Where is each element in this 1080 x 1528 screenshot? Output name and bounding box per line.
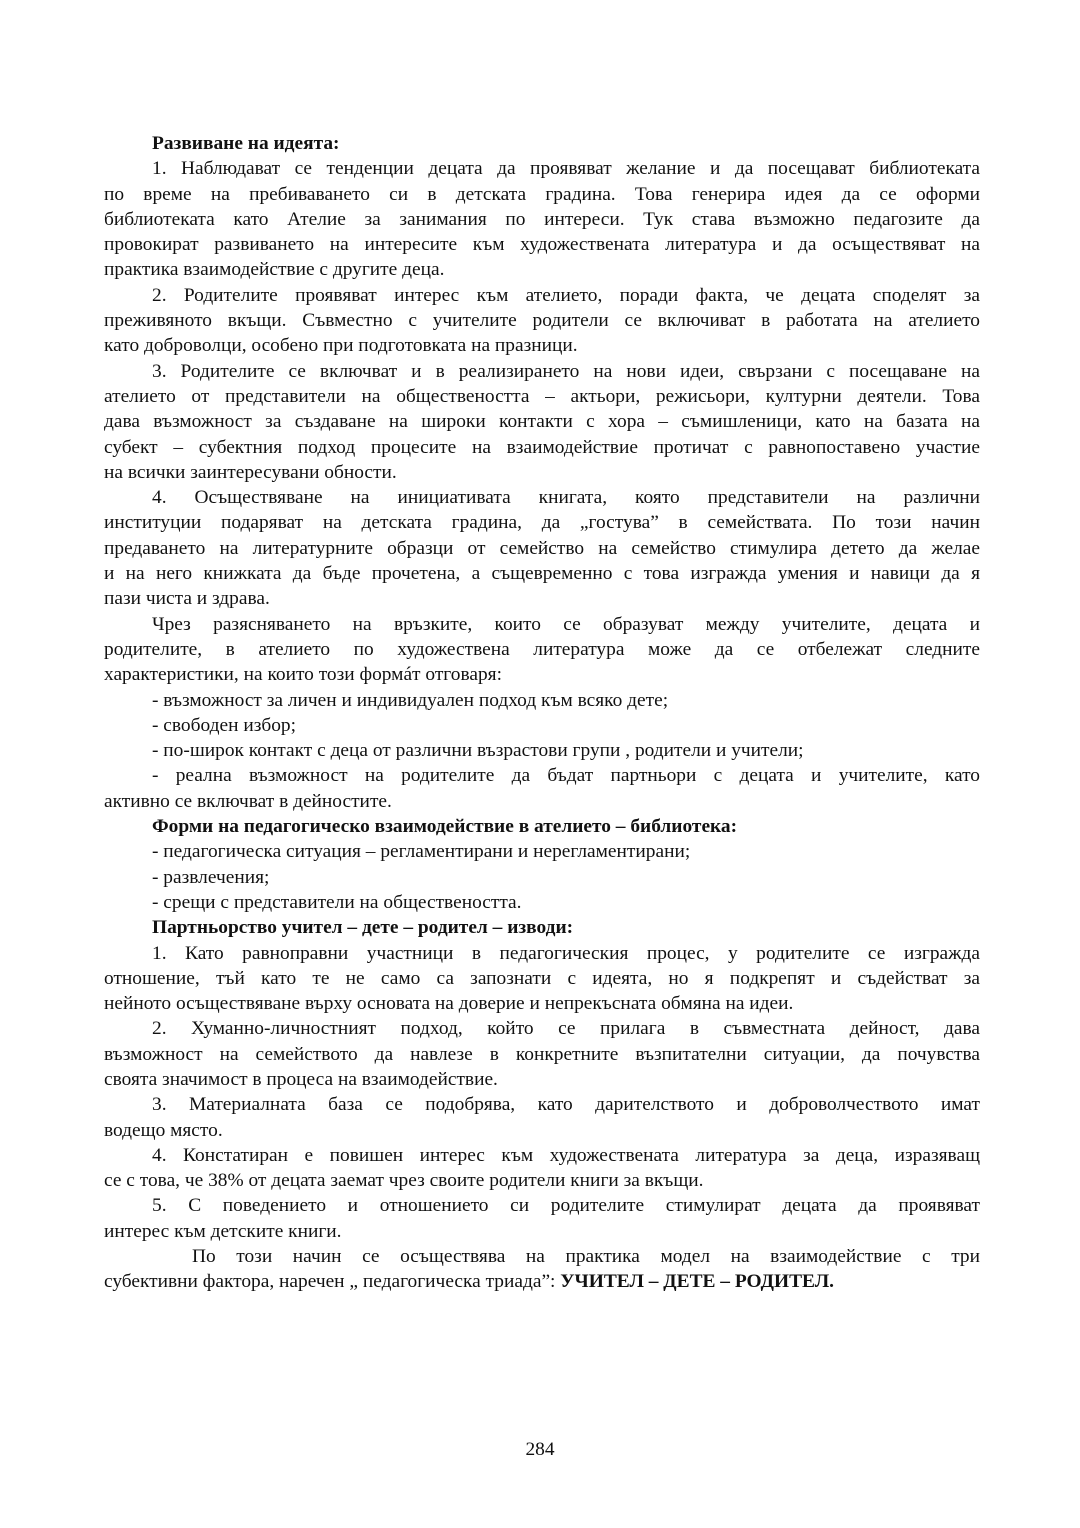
heading-forms: Форми на педагогическо взаимодействие в ателието – библиотека: (152, 816, 738, 838)
paragraph-line: нейното осъществяване върху основата на доверие и непрекъсната обмяна на идеи. (104, 993, 794, 1015)
paragraph-line: се с това, че 38% от децата заемат чрез своите родители книги за вкъщи. (104, 1170, 704, 1192)
final-line (104, 1269, 980, 1294)
paragraph-line: 1. Като равноправни участници в педагогическия процес, у родителите се изгражда (152, 942, 980, 964)
paragraph-line: и на него книжката да бъде прочетена, а същевременно с това изгражда умения и навици да я (104, 563, 980, 585)
paragraph-line: Чрез разясняването на връзките, които се образуват между учителите, децата и (152, 613, 980, 635)
paragraph-line: ателието от представители на обществеността – актьори, режисьори, културни деятели. Това (104, 385, 980, 407)
paragraph-line: пази чиста и здрава. (104, 588, 270, 610)
paragraph-line: по време на пребиваването си в детската градина. Това генерира идея да се оформи (104, 183, 980, 205)
paragraph-line: провокират развиването на интересите към художествената литература и да осъществяват на (104, 234, 980, 256)
paragraph-line: 2. Родителите проявяват интерес към ателието, поради факта, че децата споделят за (152, 284, 980, 306)
paragraph-line: институции подаряват на детската градина, да „гостува” в семействата. По този начин (104, 512, 980, 534)
paragraph-line: интерес към детските книги. (104, 1220, 342, 1242)
heading-partnership: Партньорство учител – дете – родител – изводи: (152, 917, 574, 939)
paragraph-line: предаването на литературните образци от семейство на семейство стимулира детето да желае (104, 537, 980, 559)
list-item: - срещи с представители на обществеността. (152, 891, 522, 913)
final-line-text: субективни фактора, наречен „ педагогическа триада”: (104, 1271, 561, 1293)
list-item: - по-широк контакт с деца от различни възрастови групи , родители и учители; (152, 740, 804, 762)
paragraph-line: 5. С поведението и отношението си родителите стимулират децата да проявяват (152, 1195, 980, 1217)
list-item: - възможност за личен и индивидуален подход към всяко дете; (152, 689, 669, 711)
heading-idea: Развиване на идеята: (152, 133, 340, 154)
list-item: - реална възможност на родителите да бъдат партньори с децата и учителите, като (152, 765, 980, 787)
paragraph-line: По този начин се осъществява на практика модел на взаимодействие с три (192, 1246, 980, 1268)
paragraph-line: своята значимост в процеса на взаимодействие. (104, 1068, 498, 1090)
pedagogical-triad: УЧИТЕЛ – ДЕТЕ – РОДИТЕЛ. (560, 1271, 834, 1293)
paragraph-line: преживяното вкъщи. Съвместно с учителите родители се включиват в работата на ателието (104, 310, 980, 332)
paragraph-line: отношение, тъй като те не само са запознати с идеята, но я подкрепят и съдействат за (104, 967, 980, 989)
paragraph-line: водещо място. (104, 1119, 223, 1141)
paragraph-line: 3. Родителите се включват и в реализирането на нови идеи, свързани с посещаване на (152, 360, 980, 382)
paragraph-line: като доброволци, особено при подготовката на празници. (104, 335, 578, 357)
paragraph-line: библиотеката като Ателие за занимания по интереси. Тук става възможно педагозите да (104, 208, 980, 230)
paragraph-line: 1. Наблюдават се тенденции децата да проявяват желание и да посещават библиотеката (152, 158, 980, 180)
paragraph-line: 4. Констатиран е повишен интерес към художествената литература за деца, изразяващ (152, 1144, 980, 1166)
list-item: - педагогическа ситуация – регламентирани и нерегламентирани; (152, 841, 691, 863)
paragraph-line: възможност на семейството да навлезе в конкретните възпитателни ситуации, да почувства (104, 1043, 980, 1065)
paragraph-line: практика взаимодействие с другите деца. (104, 259, 445, 281)
list-item: - свободен избор; (152, 714, 297, 736)
list-item: активно се включват в дейностите. (104, 790, 392, 812)
paragraph-line: 4. Осъществяване на инициативата книгата, която представители на различни (152, 487, 980, 509)
paragraph-line: родителите, в ателието по художествена литература може да се отбележат следните (104, 638, 980, 660)
paragraph-line: субект – субектния подход процесите на взаимодействие протичат с равнопоставено участие (104, 436, 980, 458)
paragraph-line: характеристики, на които този формáт отговаря: (104, 664, 502, 686)
page-number: 284 (525, 1439, 555, 1460)
paragraph-line: 3. Материалната база се подобрява, като дарителството и доброволчеството имат (152, 1094, 980, 1116)
paragraph-line: дава възможност за създаване на широки контакти с хора – съмишленици, като на базата на (104, 411, 980, 433)
paragraph-line: 2. Хуманно-личностният подход, който се прилага в съвместната дейност, дава (152, 1018, 980, 1040)
list-item: - развлечения; (152, 866, 270, 888)
page-content (104, 131, 980, 1295)
paragraph-line: на всички заинтересувани обности. (104, 461, 397, 483)
